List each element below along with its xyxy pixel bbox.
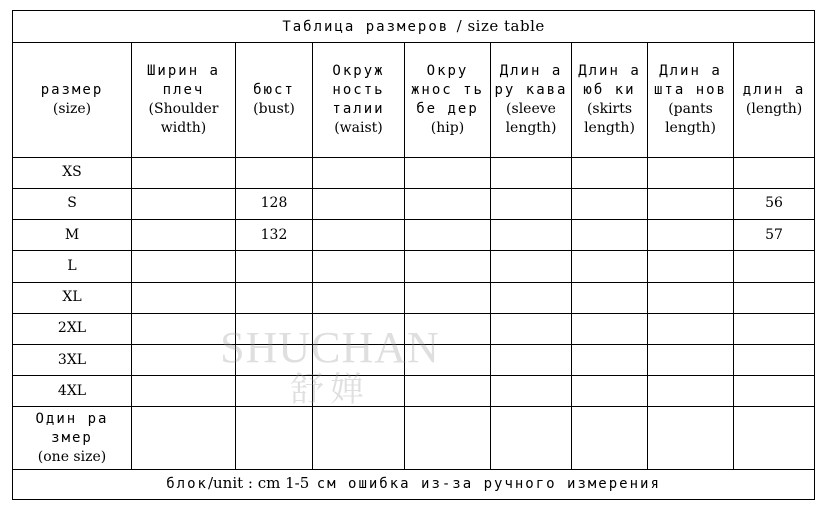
header-en: (bust) [253, 100, 295, 117]
value-cell [405, 376, 491, 407]
value-cell [236, 376, 313, 407]
value-cell [236, 407, 313, 469]
value-cell [405, 251, 491, 282]
value-cell [491, 251, 572, 282]
table-row [13, 376, 815, 407]
watermark-latin: SHUCHAN [220, 323, 440, 372]
value-cell [572, 407, 648, 469]
header-ru: Длин а ру кава [494, 62, 568, 98]
footer-ru-suffix: см ошибка из-за ручного измерения [316, 476, 661, 493]
table-body [13, 157, 815, 410]
size-label-cell: 4XL [13, 376, 132, 407]
value-cell [572, 220, 648, 251]
value-cell [491, 157, 572, 188]
table-row [13, 251, 815, 282]
header-ru: размер [40, 81, 104, 98]
header-en: (sleeve length) [505, 100, 557, 136]
size-label-cell: 3XL [13, 344, 132, 375]
value-cell [572, 344, 648, 375]
value-cell [313, 344, 405, 375]
title-en: / size table [456, 16, 545, 35]
header-cell [491, 43, 572, 157]
value-cell [491, 376, 572, 407]
value-cell [648, 376, 734, 407]
header-cell [236, 43, 313, 157]
table-row [13, 220, 815, 251]
size-label-cell: L [13, 251, 132, 282]
header-en: (size) [52, 100, 92, 117]
table-row [13, 157, 815, 188]
value-cell [491, 344, 572, 375]
value-cell [132, 188, 236, 219]
table-row [13, 313, 815, 344]
value-cell [491, 282, 572, 313]
size-label-cell: M [13, 220, 132, 251]
value-cell [648, 282, 734, 313]
size-label-cell: 2XL [13, 313, 132, 344]
table-row [13, 188, 815, 219]
value-cell [734, 157, 815, 188]
size-table [12, 10, 815, 500]
value-cell: 56 [734, 188, 815, 219]
value-cell [734, 344, 815, 375]
value-cell [313, 282, 405, 313]
value-cell [236, 344, 313, 375]
one-size-row [13, 407, 815, 469]
value-cell [132, 344, 236, 375]
value-cell [648, 313, 734, 344]
value-cell [405, 188, 491, 219]
header-en: (pants length) [665, 100, 716, 136]
value-cell: 57 [734, 220, 815, 251]
value-cell [132, 407, 236, 469]
value-cell [405, 220, 491, 251]
header-cell [132, 43, 236, 157]
one-size-label-cell [13, 407, 132, 469]
value-cell [572, 313, 648, 344]
header-cell [572, 43, 648, 157]
value-cell [132, 376, 236, 407]
value-cell [491, 188, 572, 219]
header-en: (length) [745, 100, 803, 117]
value-cell [405, 407, 491, 469]
size-label-cell: S [13, 188, 132, 219]
value-cell [648, 407, 734, 469]
one-size-ru: Один ра змер [35, 410, 109, 446]
value-cell [132, 251, 236, 282]
value-cell [405, 282, 491, 313]
value-cell [313, 188, 405, 219]
value-cell [405, 344, 491, 375]
value-cell [734, 313, 815, 344]
value-cell: 128 [236, 188, 313, 219]
value-cell [313, 313, 405, 344]
header-en: (hip) [430, 119, 465, 136]
value-cell [734, 251, 815, 282]
value-cell [734, 376, 815, 407]
table-row [13, 344, 815, 375]
value-cell [313, 407, 405, 469]
value-cell [648, 344, 734, 375]
value-cell [648, 188, 734, 219]
header-en: (skirts length) [584, 100, 635, 136]
size-label-cell: XS [13, 157, 132, 188]
header-ru: Длин а шта нов [653, 62, 727, 98]
header-cell [13, 43, 132, 157]
value-cell [313, 157, 405, 188]
value-cell [734, 282, 815, 313]
header-ru: Длин а юб ки [578, 62, 641, 98]
header-ru: Окру жнос ть бе дер [410, 62, 484, 117]
value-cell [132, 220, 236, 251]
value-cell [491, 313, 572, 344]
footer-ru-prefix: блок [166, 476, 208, 493]
value-cell [313, 376, 405, 407]
header-ru: Окруж ность талии [332, 62, 385, 117]
value-cell [491, 407, 572, 469]
value-cell [648, 251, 734, 282]
title-ru: Таблица размеров [282, 18, 450, 35]
value-cell [405, 313, 491, 344]
value-cell [491, 220, 572, 251]
header-cell [313, 43, 405, 157]
value-cell [236, 157, 313, 188]
value-cell [405, 157, 491, 188]
footer-unit: /unit : cm 1-5 [207, 474, 310, 493]
value-cell [572, 251, 648, 282]
header-en: (waist) [334, 119, 383, 136]
value-cell [648, 157, 734, 188]
watermark-cjk: 舒婵 [290, 370, 370, 410]
value-cell [313, 220, 405, 251]
value-cell [572, 188, 648, 219]
header-cell [734, 43, 815, 157]
header-ru: Ширин а плеч [146, 62, 220, 98]
table-row [13, 282, 815, 313]
value-cell [132, 157, 236, 188]
value-cell [572, 376, 648, 407]
value-cell [313, 251, 405, 282]
header-row [13, 43, 815, 157]
value-cell [236, 251, 313, 282]
header-ru: длин а [742, 81, 806, 98]
value-cell [132, 313, 236, 344]
table-footer [13, 469, 815, 499]
one-size-en: (one size) [37, 448, 107, 465]
size-label-cell: XL [13, 282, 132, 313]
header-ru: бюст [253, 81, 295, 98]
header-en: (Shoulder width) [148, 100, 219, 136]
header-cell [405, 43, 491, 157]
value-cell [648, 220, 734, 251]
value-cell [572, 282, 648, 313]
value-cell: 132 [236, 220, 313, 251]
table-title [13, 11, 815, 43]
value-cell [236, 282, 313, 313]
value-cell [572, 157, 648, 188]
value-cell [132, 282, 236, 313]
value-cell [236, 313, 313, 344]
value-cell [734, 407, 815, 469]
header-cell [648, 43, 734, 157]
